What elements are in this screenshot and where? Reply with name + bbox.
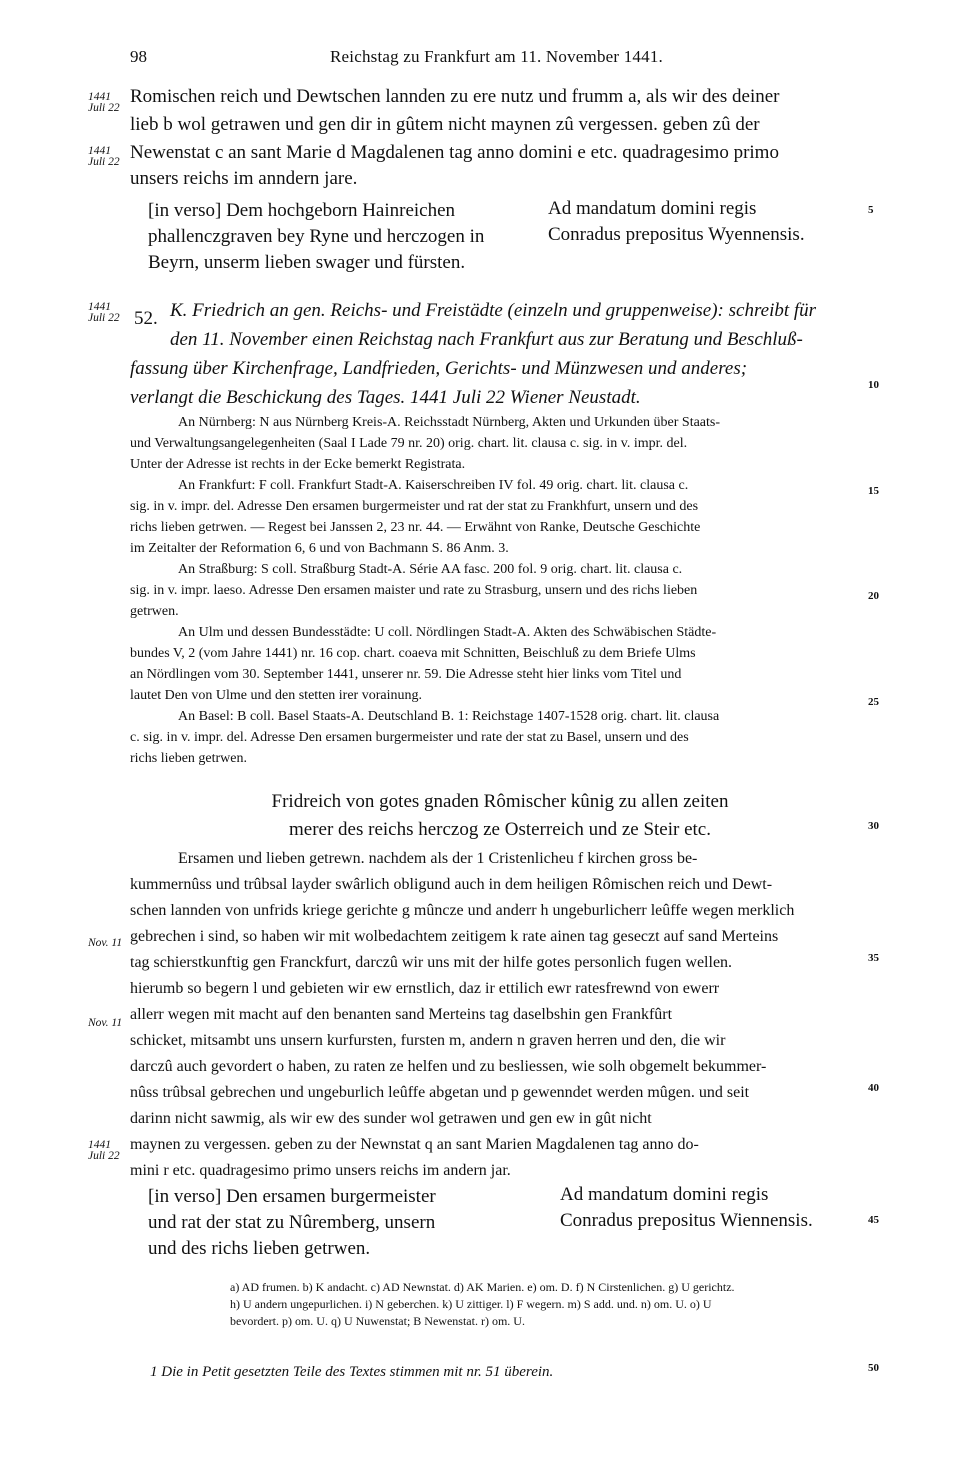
line-number: 45 xyxy=(868,1214,879,1226)
entry-number: 52. xyxy=(134,308,158,329)
letter-title: Fridreich von gotes gnaden Rômischer kûnig zu allen zeiten merer des reichs herczog ze Osterreich und ze Steir etc. xyxy=(271,791,729,840)
margin-date: Nov. 11 xyxy=(88,1017,123,1029)
intro-line: Newenstat c an sant Marie d Magdalenen tag anno domini e etc. quadragesimo primo xyxy=(130,142,779,163)
verso-mandate: Ad mandatum domini regis Conradus prepositus Wiennensis. xyxy=(560,1184,813,1231)
margin-date: 1441 Juli 22 xyxy=(88,145,120,168)
margin-date: Nov. 11 xyxy=(88,937,123,949)
line-number: 35 xyxy=(868,952,879,964)
line-number: 30 xyxy=(868,820,879,832)
line-number: 50 xyxy=(868,1362,879,1374)
margin-date: 1441 Juli 22 xyxy=(88,301,120,324)
intro-line: unsers reichs im anndern jare. xyxy=(130,168,358,189)
margin-date: 1441 Juli 22 xyxy=(88,1139,120,1162)
line-number: 5 xyxy=(868,204,874,216)
line-number: 25 xyxy=(868,696,879,708)
intro-line: Romischen reich und Dewtschen lannden zu ere nutz und frumm a, als wir des deiner xyxy=(130,86,780,107)
variant-note: a) AD frumen. b) K andacht. c) AD Newnstat. d) AK Marien. e) om. D. f) N Cirstenlichen. g) U gerichtz. xyxy=(230,1280,735,1294)
margin-date: 1441 Juli 22 xyxy=(88,91,120,114)
page-number: 98 xyxy=(130,47,147,66)
line-number: 20 xyxy=(868,590,879,602)
line-number: 15 xyxy=(868,485,879,497)
variant-note: h) U andern ungepurlichen. i) N geberchen. k) U zittiger. l) F wegern. m) S add. und. n) om. U. o) U xyxy=(230,1297,712,1311)
running-head: Reichstag zu Frankfurt am 11. November 1441. xyxy=(330,47,663,66)
page-header xyxy=(130,47,870,71)
verso-mandate: Ad mandatum domini regis Conradus prepositus Wyennensis. xyxy=(548,198,805,245)
line-number: 10 xyxy=(868,379,879,391)
line-number: 40 xyxy=(868,1082,879,1094)
entry-heading: K. Friedrich an gen. Reichs- und Freistädte (einzeln und gruppenweise): schreibt für den 11. November einen Reichstag nach Frankfurt aus zur Beratung und Beschluß- fassung über Kirchenfrage, Landfrieden, Gerichts- und Münzwesen und anderes; verlangt die Beschickung des Tages. 1441 Juli 22 Wiener Neustadt. xyxy=(130,300,817,408)
intro-line: lieb b wol getrawen und gen dir in gûtem nicht maynen zû vergessen. geben zû der xyxy=(130,114,760,135)
verso-address: [in verso] Dem hochgeborn Hainreichen phallenczgraven bey Ryne und herczogen in Beyrn, unserm lieben swager und fürsten. xyxy=(148,200,485,273)
archive-notes: An Nürnberg: N aus Nürnberg Kreis-A. Reichsstadt Nürnberg, Akten und Urkunden über Staats- und Verwaltungsangelegenheiten (Saal I Lade 79 nr. 20) orig. chart. lit. clausa c. sig. in v. impr. del. Unter der Adresse ist rechts in der Ecke bemerkt Registrata. An Frankfurt: F coll. Frankfurt Stadt-A. Kaiserschreiben IV fol. 49 orig. chart. lit. clausa c. sig. in v. impr. del. Adresse Den ersamen burgermeister und rat der stat zu Frankhfurt, unsern und des richs lieben getrwen. — Regest bei Janssen 2, 23 nr. 44. — Erwähnt von Ranke, Deutsche Geschichte im Zeitalter der Reformation 6, 6 und von Bachmann S. 86 Anm. 3. An Straßburg: S coll. Straßburg Stadt-A. Série AA fasc. 200 fol. 9 orig. chart. lit. clausa c. sig. in v. impr. laeso. Adresse Den ersamen maister und rate zu Strasburg, unsern und des richs lieben getrwen. An Ulm und dessen Bundesstädte: U coll. Nördlingen Stadt-A. Akten des Schwäbischen Städte- bundes V, 2 (vom Jahre 1441) nr. 16 cop. chart. coaeva mit Schnitten, Beischluß zu dem Briefe Ulms an Nördlingen vom 30. September 1441, unserer nr. 59. Die Adresse steht hier links vom Titel und lautet Den von Ulme und den stetten irer vorainung. An Basel: B coll. Basel Staats-A. Deutschland B. 1: Reichstage 1407-1528 orig. chart. lit. clausa c. sig. in v. impr. del. Adresse Den ersamen burgermeister und rate der stat zu Basel, unsern und des richs lieben getrwen. xyxy=(130,415,721,766)
footnote: 1 Die in Petit gesetzten Teile des Textes stimmen mit nr. 51 überein. xyxy=(150,1364,554,1380)
letter-body: Ersamen und lieben getrewn. nachdem als der 1 Cristenlicheu f kirchen gross be- kummernûss und trûbsal layder swârlich obligund auch in dem heiligen Rômischen reich und Dewt- schen lannden von unfrids kriege gerichte g mûncze und anderr h ungeburlicherr leûffe wegen merklich gebrechen i sind, so haben wir mit wolbedachtem zeitigem k rate ainen tag geseczt auf sand Merteins tag schierstkunftig gen Franckfurt, darczû wir uns mit der hilfe gotes personlich fugen wellen. hierumb so begern l und gebieten wir ew ernstlich, daz ir ettilich ewr ratesfrewnd von ewerr allerr wegen mit macht auf den benanten sand Merteins tag daselbshin gen Frankfûrt schicket, mitsambt uns unsern kurfursten, fursten m, andern n graven herren und den, die wir darczû auch gevordert o haben, zu raten ze helfen und zu besliessen, wie solh obgemelt bekummer- nûss trûbsal gebrechen und ungeburlich leûffe abgetan und p gewenndet werden mûgen. und seit darinn nicht sawmig, als wir ew des sunder wol getrawen und gen ew in gût nicht maynen zu vergessen. geben zu der Newnstat q an sant Marien Magdalenen tag anno do- mini r etc. quadragesimo primo unsers reichs im andern jar. xyxy=(130,850,795,1179)
verso-address: [in verso] Den ersamen burgermeister und rat der stat zu Nûremberg, unsern und des richs lieben getrwen. xyxy=(148,1186,436,1259)
variant-note: bevordert. p) om. U. q) U Nuwenstat; B Newenstat. r) om. U. xyxy=(230,1314,525,1328)
